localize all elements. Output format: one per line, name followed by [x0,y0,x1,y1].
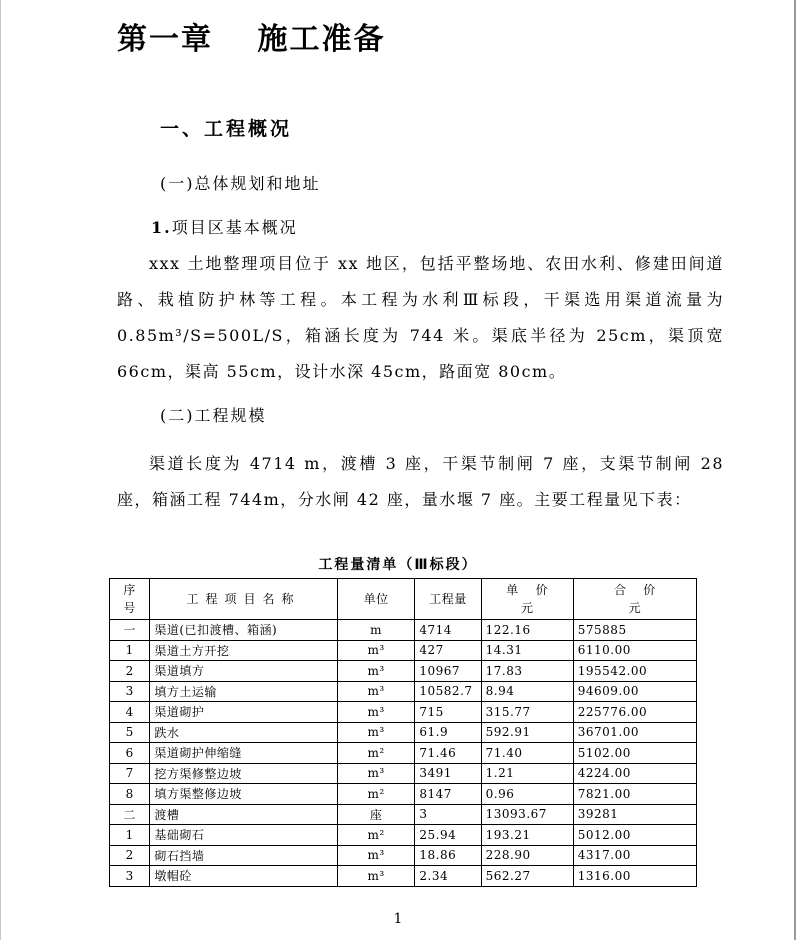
cell-no: 6 [110,743,150,764]
cell-unit: m³ [337,640,415,661]
cell-name: 渠道(已扣渡槽、箱涵) [150,620,337,641]
paragraph-scale: 渠道长度为 4714 m，渡槽 3 座，干渠节制闸 7 座，支渠节制闸 28 座，箱涵工程 744m，分水闸 42 座，量水堰 7 座。主要工程量见下表： [117,454,724,509]
cell-no: 8 [110,784,150,805]
cell-unit: m² [337,743,415,764]
table-body [110,620,697,887]
cell-unit: m³ [337,763,415,784]
cell-no: 1 [110,825,150,846]
cell-name: 填方土运输 [150,681,337,702]
cell-quantity: 71.46 [415,743,481,764]
cell-unit: m³ [337,702,415,723]
cell-no: 一 [110,620,150,641]
cell-total: 225776.00 [573,702,696,723]
cell-no: 7 [110,763,150,784]
table-row [110,784,697,805]
cell-price: 8.94 [481,681,573,702]
cell-quantity: 18.86 [415,845,481,866]
cell-unit: m³ [337,845,415,866]
header-quantity: 工程量 [415,579,481,620]
cell-total: 195542.00 [573,661,696,682]
table-row [110,743,697,764]
cell-name: 跌水 [150,722,337,743]
header-total-line1: 合 价 [613,583,656,597]
item-number: 1. [151,218,172,237]
cell-price: 1.21 [481,763,573,784]
cell-quantity: 10582.7 [415,681,481,702]
cell-quantity: 427 [415,640,481,661]
header-price [481,579,573,620]
cell-unit: m [337,620,415,641]
cell-total: 4224.00 [573,763,696,784]
cell-no: 1 [110,640,150,661]
cell-price: 315.77 [481,702,573,723]
page-number: 1 [393,911,403,927]
section-heading: 一、工程概况 [160,118,293,140]
table-header-row [110,579,697,620]
cell-total: 7821.00 [573,784,696,805]
cell-quantity: 4714 [415,620,481,641]
cell-quantity: 2.34 [415,866,481,887]
cell-price: 71.40 [481,743,573,764]
page-edge-left [0,0,1,940]
cell-quantity: 25.94 [415,825,481,846]
cell-name: 基础砌石 [150,825,337,846]
table-row [110,722,697,743]
item-heading [151,215,298,238]
cell-total: 6110.00 [573,640,696,661]
cell-price: 17.83 [481,661,573,682]
cell-price: 0.96 [481,784,573,805]
cell-name: 渠道填方 [150,661,337,682]
table-row [110,825,697,846]
subsection-heading-2: (二)工程规模 [160,406,267,425]
cell-quantity: 715 [415,702,481,723]
cell-unit: 座 [337,804,415,825]
cell-total: 575885 [573,620,696,641]
cell-name: 渠道土方开挖 [150,640,337,661]
cell-total: 5012.00 [573,825,696,846]
cell-no: 2 [110,661,150,682]
cell-unit: m² [337,784,415,805]
cell-no: 4 [110,702,150,723]
paragraph-overview: xxx 土地整理项目位于 xx 地区，包括平整场地、农田水利、修建田间道路、栽植防护林等工程。本工程为水利Ⅲ标段，干渠选用渠道流量为 0.85m³/S=500L/S，箱涵长度为 744 米。渠底半径为 25cm，渠顶宽 66cm，渠高 55cm，设计水深 45cm，路面宽 80cm。 [117,254,724,381]
cell-name: 渠道砌护伸缩缝 [150,743,337,764]
cell-name: 挖方渠修整边坡 [150,763,337,784]
cell-total: 5102.00 [573,743,696,764]
cell-price: 228.90 [481,845,573,866]
table-row [110,763,697,784]
quantity-table [109,578,697,887]
chapter-title: 第一章 施工准备 [117,22,386,57]
table-row [110,702,697,723]
cell-no: 二 [110,804,150,825]
cell-no: 2 [110,845,150,866]
cell-price: 14.31 [481,640,573,661]
cell-quantity: 8147 [415,784,481,805]
header-name: 工程项目名称 [150,579,337,620]
cell-no: 3 [110,681,150,702]
cell-unit: m³ [337,661,415,682]
cell-name: 渠道砌护 [150,702,337,723]
header-price-line1: 单 价 [506,583,549,597]
table-row [110,661,697,682]
header-no-line1: 序 [123,583,136,597]
cell-price: 592.91 [481,722,573,743]
cell-price: 193.21 [481,825,573,846]
cell-unit: m³ [337,866,415,887]
cell-total: 36701.00 [573,722,696,743]
header-unit: 单位 [337,579,415,620]
header-no-line2: 号 [123,601,136,615]
cell-name: 墩帽砼 [150,866,337,887]
cell-total: 4317.00 [573,845,696,866]
cell-quantity: 61.9 [415,722,481,743]
table-title: 工程量清单（Ⅲ标段） [318,557,478,573]
cell-no: 3 [110,866,150,887]
cell-quantity: 10967 [415,661,481,682]
cell-name: 砌石挡墙 [150,845,337,866]
table-row [110,804,697,825]
header-no [110,579,150,620]
subsection-heading-1: (一)总体规划和地址 [160,174,321,193]
cell-name: 填方渠整修边坡 [150,784,337,805]
cell-no: 5 [110,722,150,743]
header-total-line2: 元 [628,601,642,615]
cell-unit: m² [337,825,415,846]
cell-price: 122.16 [481,620,573,641]
cell-total: 94609.00 [573,681,696,702]
cell-name: 渡槽 [150,804,337,825]
cell-price: 13093.67 [481,804,573,825]
item-title: 项目区基本概况 [171,218,298,237]
cell-total: 39281 [573,804,696,825]
table-row [110,866,697,887]
cell-unit: m³ [337,722,415,743]
cell-unit: m³ [337,681,415,702]
table-row [110,640,697,661]
table-row [110,620,697,641]
table-row [110,845,697,866]
header-total [573,579,696,620]
cell-price: 562.27 [481,866,573,887]
cell-quantity: 3491 [415,763,481,784]
header-price-line2: 元 [520,601,534,615]
cell-quantity: 3 [415,804,481,825]
cell-total: 1316.00 [573,866,696,887]
table-row [110,681,697,702]
